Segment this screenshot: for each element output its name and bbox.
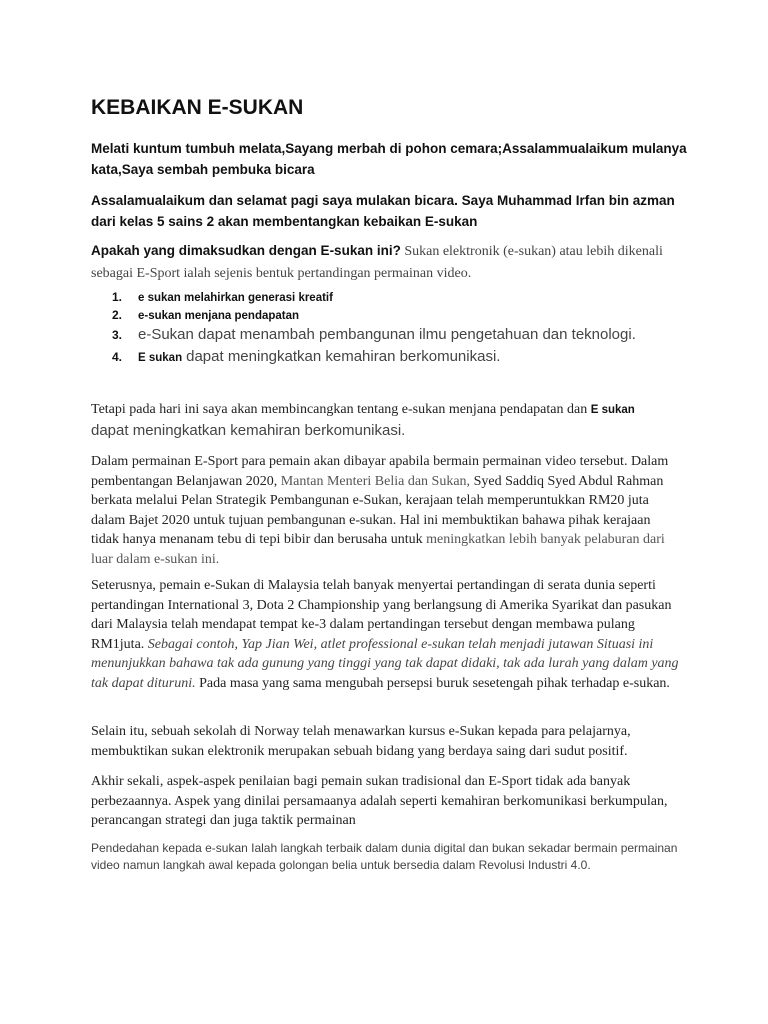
- greeting-paragraph: Assalamualaikum dan selamat pagi saya mulakan bicara. Saya Muhammad Irfan bin azman dari kelas 5 sains 2 akan membentangkan kebaikan E-sukan: [91, 193, 675, 229]
- paragraph-text: Seterusnya, pemain e-Sukan di Malaysia telah banyak menyertai pertandingan di serata dunia seperti pertandingan International 3, Dota 2 Championship yang berlangsung di Amerika Syarikat dan pasukan dari Malaysia telah mendapat tempat ke-3 dalam pertandingan tersebut dengan membawa pulang RM1juta.: [91, 578, 672, 652]
- list-number: 2.: [112, 308, 123, 322]
- definition-question: Apakah yang dimaksudkan dengan E-sukan ini?: [91, 243, 401, 258]
- intro-paragraph: [91, 400, 681, 441]
- conclusion-paragraph: Akhir sekali, aspek-aspek penilaian bagi pemain sukan tradisional dan E-Sport tidak ada banyak perbezaannya. Aspek yang dinilai persamaanya adalah seperti kemahiran berkomunikasi berkumpulan, perancangan strategi dan juga taktik permainan: [91, 774, 668, 828]
- competition-paragraph: [91, 576, 681, 693]
- list-number: 4.: [112, 350, 123, 364]
- paragraph-text: Pada masa yang sama mengubah persepsi buruk sesetengah pihak terhadap e-sukan.: [195, 675, 670, 691]
- list-item-text: dapat meningkatkan kemahiran berkomunikasi.: [186, 348, 501, 365]
- paragraph-text: Tetapi pada hari ini saya akan membincangkan tentang e-sukan menjana pendapatan dan: [91, 402, 591, 417]
- closing-paragraph: Pendedahan kepada e-sukan Ialah langkah terbaik dalam dunia digital dan bukan sekadar bermain permainan video namun langkah awal kepada golongan belia untuk bersedia dalam Revolusi Industri 4.0.: [91, 841, 678, 872]
- paragraph-text: Syed Saddiq Syed Abdul Rahman berkata melalui Pelan Strategik Pembangunan e-Sukan, kerajaan telah memperuntukkan RM20 juta dalam Bajet 2020 untuk tujuan pembangunan e-sukan. Hal ini membuktikan bahawa pihak kerajaan tidak hanya menanam tebu di tepi bibir dan berusaha untuk: [91, 473, 664, 547]
- document-title: KEBAIKAN E-SUKAN: [91, 96, 304, 119]
- pantun-paragraph: Melati kuntum tumbuh melata,Sayang merbah di pohon cemara;Assalammualaikum mulanya kata,Saya sembah pembuka bicara: [91, 141, 687, 177]
- list-number: 1.: [112, 290, 123, 304]
- list-item: [91, 306, 711, 324]
- benefits-list: [91, 288, 711, 368]
- paragraph-text: meningkatkan lebih banyak pelaburan dari luar dalam e-sukan ini.: [91, 532, 665, 567]
- income-paragraph: [91, 452, 681, 569]
- list-number: 3.: [112, 328, 123, 342]
- list-item-text: e-sukan menjana pendapatan: [138, 310, 300, 322]
- paragraph-bold: E sukan: [590, 404, 635, 416]
- paragraph-text: Dalam permainan E-Sport para pemain akan dibayar apabila bermain permainan video tersebut. Dalam pembentangan Belanjawan 2020,: [91, 454, 669, 489]
- definition-answer: Sukan elektronik (e-sukan) atau lebih dikenali sebagai E-Sport ialah sejenis bentuk pertandingan permainan video.: [91, 244, 663, 281]
- list-item: [91, 324, 711, 346]
- list-item: [91, 288, 711, 306]
- list-item: [91, 346, 711, 368]
- list-item-text: e-Sukan dapat menambah pembangunan ilmu pengetahuan dan teknologi.: [138, 326, 636, 343]
- paragraph-italic: Sebagai contoh, Yap Jian Wei, atlet professional e-sukan telah menjadi jutawan Situasi ini menunjukkan bahawa tak ada gunung yang tinggi yang tak dapat didaki, tak ada lurah yang dalam yang tak dapat dituruni.: [91, 636, 679, 691]
- norway-paragraph: Selain itu, sebuah sekolah di Norway telah menawarkan kursus e-Sukan kepada para pelajarnya, membuktikan sukan elektronik merupakan sebuah bidang yang berdaya saing dari sudut positif.: [91, 724, 631, 759]
- list-item-text: e sukan melahirkan generasi kreatif: [138, 292, 333, 304]
- paragraph-text: dapat meningkatkan kemahiran berkomunikasi.: [91, 421, 406, 439]
- definition-paragraph: [91, 240, 691, 284]
- list-item-bold: E sukan: [138, 352, 183, 364]
- paragraph-text: Mantan Menteri Belia dan Sukan,: [280, 473, 471, 489]
